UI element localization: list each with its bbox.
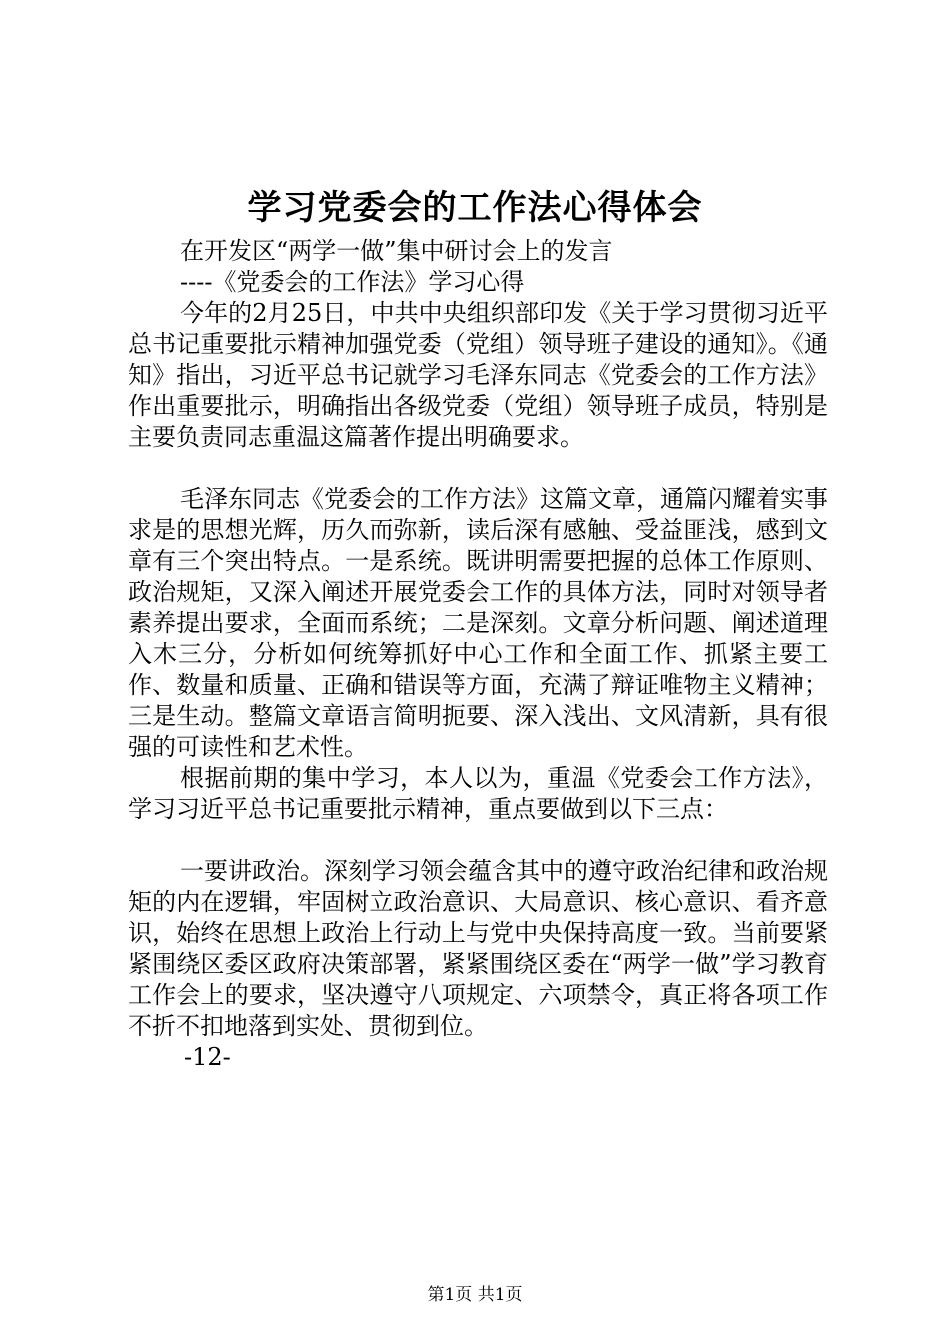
document-body bbox=[128, 236, 828, 1073]
paragraph-spacer bbox=[128, 825, 828, 856]
body-paragraph: 一要讲政治。深刻学习领会蕴含其中的遵守政治纪律和政治规矩的内在逻辑，牢固树立政治意识、大局意识、核心意识、看齐意识，始终在思想上政治上行动上与党中央保持高度一致。当前要紧紧围绕区委区政府决策部署，紧紧围绕区委在“两学一做”学习教育工作会上的要求，坚决遵守八项规定、六项禁令，真正将各项工作不折不扣地落到实处、贯彻到位。 bbox=[128, 857, 828, 1040]
subtitle-line: 在开发区“两学一做”集中研讨会上的发言 bbox=[180, 237, 613, 265]
body-paragraph: 今年的2月25日，中共中央组织部印发《关于学习贯彻习近平总书记重要批示精神加强党委（党组）领导班子建设的通知》。《通知》指出，习近平总书记就学习毛泽东同志《党委会的工作方法》作出重要批示，明确指出各级党委（党组）领导班子成员，特别是主要负责同志重温这篇著作提出明确要求。 bbox=[128, 299, 828, 451]
document-title: 学习党委会的工作法心得体会 bbox=[247, 188, 703, 228]
body-paragraph: 毛泽东同志《党委会的工作方法》这篇文章，通篇闪耀着实事求是的思想光辉，历久而弥新，读后深有感触、受益匪浅，感到文章有三个突出特点。一是系统。既讲明需要把握的总体工作原则、政治规矩，又深入阐述开展党委会工作的具体方法，同时对领导者素养提出要求，全面而系统；二是深刻。文章分析问题、阐述道理入木三分，分析如何统筹抓好中心工作和全面工作、抓紧主要工作、数量和质量、正确和错误等方面，充满了辩证唯物主义精神；三是生动。整篇文章语言简明扼要、深入浅出、文风清新，具有很强的可读性和艺术性。 bbox=[128, 485, 828, 761]
body-paragraph: 根据前期的集中学习，本人以为，重温《党委会工作方法》，学习习近平总书记重要批示精神，重点要做到以下三点： bbox=[128, 764, 828, 823]
inline-page-number: -12- bbox=[184, 1043, 231, 1071]
footer-pagination: 第1页 共1页 bbox=[427, 1285, 523, 1305]
subtitle-line: ----《党委会的工作法》学习心得 bbox=[180, 268, 525, 296]
paragraph-spacer bbox=[128, 453, 828, 484]
